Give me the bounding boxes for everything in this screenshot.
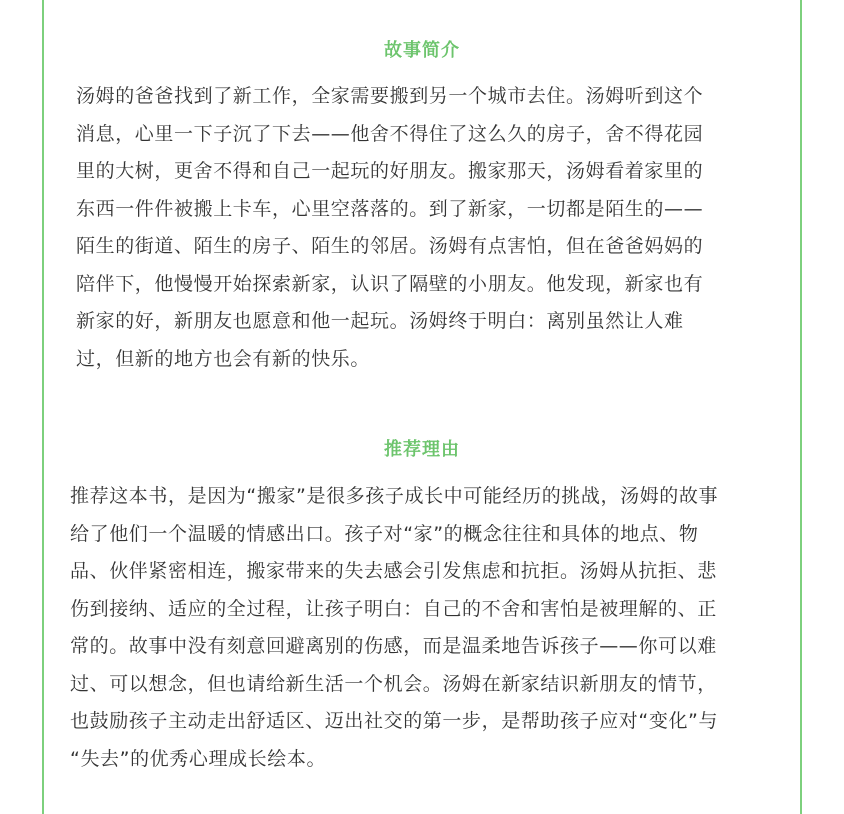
story-summary-paragraph: [76, 78, 776, 378]
recommend-line: 过、可以想念，但也请给新生活一个机会。汤姆在新家结识新朋友的情节，: [70, 672, 717, 695]
recommend-reason-heading: 推荐理由: [384, 439, 460, 460]
recommend-line: 也鼓励孩子主动走出舒适区、迈出社交的第一步，是帮助孩子应对“变化”与: [70, 710, 719, 732]
recommend-line: “失去”的优秀心理成长绘本。: [70, 747, 327, 770]
story-line: 东西一件件被搬上卡车，心里空落落的。到了新家，一切都是陌生的——: [76, 197, 704, 220]
article-frame: [42, 0, 802, 814]
story-line: 消息，心里一下子沉了下去——他舍不得住了这么久的房子，舍不得花园: [76, 122, 704, 145]
recommend-line: 伤到接纳、适应的全过程，让孩子明白：自己的不舍和害怕是被理解的、正: [70, 597, 717, 620]
recommend-line: 常的。故事中没有刻意回避离别的伤感，而是温柔地告诉孩子——你可以难: [70, 635, 717, 657]
recommend-line: 给了他们一个温暖的情感出口。孩子对“家”的概念往往和具体的地点、物: [70, 522, 699, 545]
recommend-line: 推荐这本书，是因为“搬家”是很多孩子成长中可能经历的挑战，汤姆的故事: [70, 485, 719, 507]
story-line: 里的大树，更舍不得和自己一起玩的好朋友。搬家那天，汤姆看着家里的: [76, 160, 704, 182]
story-line: 过，但新的地方也会有新的快乐。: [76, 347, 371, 370]
story-line: 陪伴下，他慢慢开始探索新家，认识了隔壁的小朋友。他发现，新家也有: [76, 272, 704, 295]
story-line: 汤姆的爸爸找到了新工作，全家需要搬到另一个城市去住。汤姆听到这个: [76, 85, 704, 107]
story-summary-heading: 故事简介: [384, 40, 460, 61]
story-line: 新家的好，新朋友也愿意和他一起玩。汤姆终于明白：离别虽然让人难: [76, 310, 684, 332]
recommend-reason-paragraph: [70, 478, 780, 778]
recommend-line: 品、伙伴紧密相连，搬家带来的失去感会引发焦虑和抗拒。汤姆从抗拒、悲: [70, 560, 717, 582]
story-line: 陌生的街道、陌生的房子、陌生的邻居。汤姆有点害怕，但在爸爸妈妈的: [76, 235, 704, 257]
